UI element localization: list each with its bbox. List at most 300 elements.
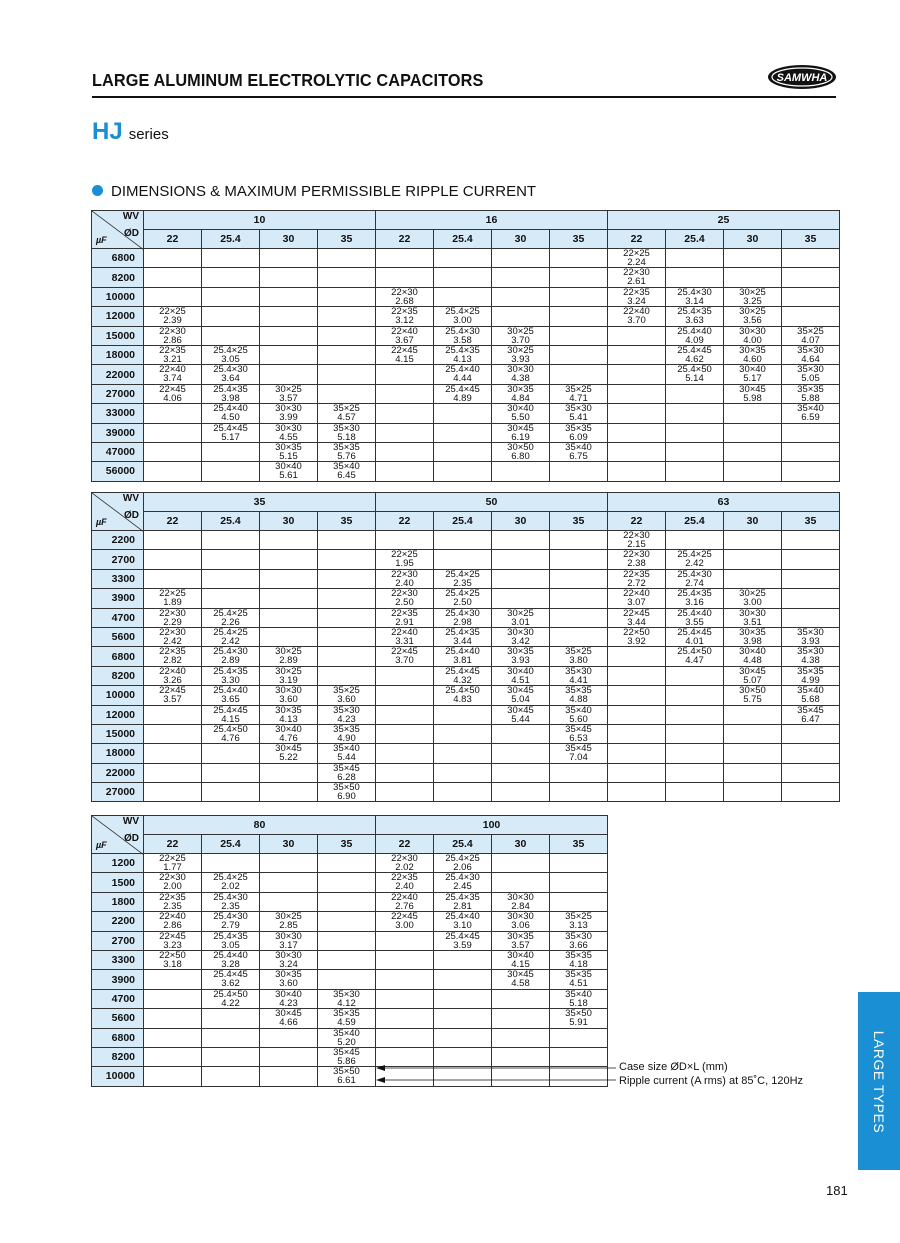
spec-cell bbox=[666, 666, 724, 685]
ripple-current: 2.02 bbox=[395, 862, 414, 873]
spec-cell bbox=[144, 783, 202, 802]
case-size: 25.4×40 bbox=[213, 685, 248, 697]
ripple-current: 4.07 bbox=[801, 334, 820, 346]
spec-cell bbox=[202, 854, 260, 873]
spec-cell bbox=[434, 365, 492, 384]
capacitance-cell: 5600 bbox=[92, 1009, 144, 1028]
spec-cell bbox=[434, 666, 492, 685]
spec-cell bbox=[318, 666, 376, 685]
spec-cell bbox=[550, 724, 608, 743]
spec-table bbox=[91, 210, 840, 482]
case-size: 35×35 bbox=[565, 422, 592, 434]
spec-cell bbox=[260, 326, 318, 345]
spec-cell bbox=[550, 892, 608, 911]
spec-cell bbox=[724, 404, 782, 423]
spec-cell bbox=[724, 442, 782, 461]
spec-cell bbox=[724, 345, 782, 364]
case-size: 25.4×30 bbox=[213, 364, 248, 376]
spec-cell bbox=[434, 531, 492, 550]
spec-cell bbox=[550, 345, 608, 364]
spec-cell bbox=[376, 647, 434, 666]
spec-cell bbox=[434, 287, 492, 306]
spec-cell bbox=[550, 384, 608, 403]
spec-cell bbox=[202, 647, 260, 666]
case-size: 25.4×35 bbox=[677, 588, 712, 600]
ripple-current: 5.18 bbox=[569, 997, 588, 1009]
spec-cell bbox=[608, 345, 666, 364]
spec-cell bbox=[666, 647, 724, 666]
case-size: 30×30 bbox=[507, 364, 534, 376]
case-size: 30×40 bbox=[739, 364, 766, 376]
spec-cell bbox=[144, 686, 202, 705]
case-size: 35×30 bbox=[797, 364, 824, 376]
spec-cell bbox=[434, 404, 492, 423]
case-size: 30×25 bbox=[739, 588, 766, 600]
ripple-current: 4.23 bbox=[337, 713, 356, 725]
ripple-current: 2.50 bbox=[395, 597, 414, 609]
case-size: 25.4×35 bbox=[213, 665, 248, 677]
capacitance-cell: 22000 bbox=[92, 763, 144, 782]
ripple-current: 2.02 bbox=[221, 881, 240, 893]
ripple-current: 5.18 bbox=[337, 431, 356, 443]
case-size: 25.4×40 bbox=[445, 911, 480, 923]
wv-label: WV bbox=[122, 816, 139, 827]
spec-cell bbox=[492, 326, 550, 345]
spec-cell bbox=[144, 892, 202, 911]
case-size: 25.4×30 bbox=[445, 325, 480, 337]
spec-cell bbox=[260, 854, 318, 873]
spec-cell bbox=[434, 873, 492, 892]
spec-cell bbox=[260, 763, 318, 782]
ripple-current: 4.48 bbox=[743, 655, 762, 667]
ripple-current: 5.68 bbox=[801, 694, 820, 706]
ripple-current: 3.44 bbox=[453, 635, 472, 647]
table-row bbox=[92, 783, 840, 802]
ripple-current: 5.98 bbox=[743, 392, 762, 404]
spec-cell bbox=[202, 970, 260, 989]
spec-cell bbox=[376, 326, 434, 345]
side-tab bbox=[858, 992, 900, 1170]
ripple-current: 2.50 bbox=[453, 597, 472, 609]
ripple-current: 6.75 bbox=[569, 450, 588, 462]
case-size: 35×35 bbox=[565, 685, 592, 697]
spec-cell bbox=[202, 404, 260, 423]
spec-cell bbox=[376, 854, 434, 873]
diameter-header: 35 bbox=[318, 230, 376, 249]
ripple-current: 3.24 bbox=[627, 295, 646, 307]
ripple-current: 3.31 bbox=[395, 635, 414, 647]
spec-table bbox=[91, 492, 840, 802]
spec-cell bbox=[666, 531, 724, 550]
spec-cell bbox=[318, 950, 376, 969]
case-size: 30×30 bbox=[739, 607, 766, 619]
spec-cell bbox=[318, 724, 376, 743]
ripple-current: 4.06 bbox=[163, 392, 182, 404]
spec-cell bbox=[724, 365, 782, 384]
spec-cell bbox=[376, 307, 434, 326]
spec-cell bbox=[318, 442, 376, 461]
spec-cell bbox=[202, 686, 260, 705]
ripple-current: 3.14 bbox=[685, 295, 704, 307]
ripple-current: 4.12 bbox=[337, 997, 356, 1009]
case-size: 30×35 bbox=[739, 626, 766, 638]
case-size: 30×35 bbox=[507, 646, 534, 658]
spec-cell bbox=[434, 950, 492, 969]
spec-cell bbox=[376, 589, 434, 608]
spec-table bbox=[91, 815, 608, 1087]
ripple-current: 5.50 bbox=[511, 412, 530, 424]
table-row bbox=[92, 724, 840, 743]
table-row bbox=[92, 307, 840, 326]
spec-cell bbox=[434, 307, 492, 326]
case-size: 35×25 bbox=[565, 383, 592, 395]
ripple-current: 2.85 bbox=[279, 920, 298, 932]
ripple-current: 3.63 bbox=[685, 315, 704, 327]
ripple-current: 5.14 bbox=[685, 373, 704, 385]
case-size: 25.4×40 bbox=[445, 364, 480, 376]
case-size: 25.4×45 bbox=[213, 422, 248, 434]
series-heading bbox=[92, 118, 169, 146]
ripple-current: 4.09 bbox=[685, 334, 704, 346]
spec-cell bbox=[782, 268, 840, 287]
spec-cell bbox=[318, 970, 376, 989]
spec-cell bbox=[202, 249, 260, 268]
capacitance-unit: µF bbox=[96, 840, 107, 850]
spec-cell bbox=[608, 268, 666, 287]
spec-cell bbox=[376, 287, 434, 306]
spec-cell bbox=[318, 627, 376, 646]
spec-cell bbox=[492, 705, 550, 724]
spec-cell bbox=[724, 724, 782, 743]
spec-cell bbox=[144, 950, 202, 969]
case-size: 30×30 bbox=[507, 891, 534, 903]
ripple-current: 4.15 bbox=[221, 713, 240, 725]
ripple-current: 4.89 bbox=[453, 392, 472, 404]
ripple-current: 1.95 bbox=[395, 558, 414, 570]
case-size: 35×30 bbox=[333, 988, 360, 1000]
case-size: 22×25 bbox=[159, 588, 186, 600]
case-size: 30×35 bbox=[739, 344, 766, 356]
ripple-current: 4.47 bbox=[685, 655, 704, 667]
spec-cell bbox=[376, 550, 434, 569]
case-size: 30×40 bbox=[507, 949, 534, 961]
case-size: 25.4×30 bbox=[445, 872, 480, 884]
case-size: 22×35 bbox=[159, 646, 186, 658]
spec-cell bbox=[782, 666, 840, 685]
spec-cell bbox=[144, 326, 202, 345]
case-size: 25.4×45 bbox=[445, 665, 480, 677]
ripple-current: 5.22 bbox=[279, 752, 298, 764]
case-size: 22×30 bbox=[623, 530, 650, 541]
spec-cell bbox=[434, 854, 492, 873]
ripple-current: 4.57 bbox=[337, 412, 356, 424]
table-row bbox=[92, 744, 840, 763]
spec-cell bbox=[376, 989, 434, 1008]
case-size: 22×40 bbox=[623, 588, 650, 600]
spec-cell bbox=[202, 912, 260, 931]
spec-cell bbox=[782, 686, 840, 705]
spec-cell bbox=[608, 365, 666, 384]
spec-cell bbox=[608, 589, 666, 608]
spec-cell bbox=[492, 404, 550, 423]
spec-cell bbox=[724, 550, 782, 569]
ripple-current: 4.51 bbox=[569, 978, 588, 990]
capacitance-cell: 22000 bbox=[92, 365, 144, 384]
wv-label: WV bbox=[122, 211, 139, 222]
spec-cell bbox=[318, 268, 376, 287]
voltage-group-header: 50 bbox=[376, 493, 608, 512]
case-size: 35×35 bbox=[797, 383, 824, 395]
ripple-current: 3.62 bbox=[221, 978, 240, 990]
spec-cell bbox=[550, 950, 608, 969]
ripple-current: 2.74 bbox=[685, 577, 704, 589]
case-size: 30×25 bbox=[507, 607, 534, 619]
spec-cell bbox=[202, 462, 260, 481]
case-size: 22×30 bbox=[623, 267, 650, 279]
spec-cell bbox=[434, 550, 492, 569]
spec-cell bbox=[492, 970, 550, 989]
spec-cell bbox=[318, 931, 376, 950]
side-tab-label: LARGE TYPES bbox=[871, 1030, 887, 1134]
spec-cell bbox=[666, 404, 724, 423]
case-size: 35×25 bbox=[333, 403, 360, 415]
case-size: 25.4×30 bbox=[677, 286, 712, 298]
ripple-current: 2.86 bbox=[163, 920, 182, 932]
diameter-header: 25.4 bbox=[434, 230, 492, 249]
case-size: 35×40 bbox=[333, 1027, 360, 1039]
ripple-current: 5.20 bbox=[337, 1036, 356, 1048]
spec-cell bbox=[782, 326, 840, 345]
spec-cell bbox=[260, 531, 318, 550]
case-size: 35×30 bbox=[797, 344, 824, 356]
spec-cell bbox=[666, 589, 724, 608]
spec-cell bbox=[318, 873, 376, 892]
capacitance-cell: 1800 bbox=[92, 892, 144, 911]
capacitance-cell: 2200 bbox=[92, 531, 144, 550]
spec-cell bbox=[202, 569, 260, 588]
spec-cell bbox=[376, 686, 434, 705]
spec-cell bbox=[782, 442, 840, 461]
spec-cell bbox=[550, 365, 608, 384]
spec-cell bbox=[724, 326, 782, 345]
spec-cell bbox=[318, 423, 376, 442]
ripple-current: 3.93 bbox=[801, 635, 820, 647]
ripple-current: 3.13 bbox=[569, 920, 588, 932]
spec-cell bbox=[260, 873, 318, 892]
spec-cell bbox=[202, 1067, 260, 1086]
spec-cell bbox=[434, 647, 492, 666]
ripple-current: 2.42 bbox=[163, 635, 182, 647]
spec-cell bbox=[434, 384, 492, 403]
case-size: 25.4×30 bbox=[213, 891, 248, 903]
diameter-header: 30 bbox=[260, 230, 318, 249]
case-size: 35×25 bbox=[565, 646, 592, 658]
spec-cell bbox=[492, 647, 550, 666]
spec-cell bbox=[666, 744, 724, 763]
spec-cell bbox=[376, 912, 434, 931]
spec-cell bbox=[260, 608, 318, 627]
table-row bbox=[92, 892, 608, 911]
ripple-current: 6.61 bbox=[337, 1075, 356, 1087]
table-row bbox=[92, 531, 840, 550]
ripple-current: 4.15 bbox=[511, 958, 530, 970]
spec-cell bbox=[724, 287, 782, 306]
spec-cell bbox=[550, 912, 608, 931]
spec-cell bbox=[260, 724, 318, 743]
spec-cell bbox=[550, 970, 608, 989]
diameter-header: 22 bbox=[376, 512, 434, 531]
spec-cell bbox=[376, 705, 434, 724]
table-row bbox=[92, 423, 840, 442]
ripple-current: 4.38 bbox=[801, 655, 820, 667]
case-size: 25.4×45 bbox=[677, 344, 712, 356]
spec-cell bbox=[260, 249, 318, 268]
case-size: 25.4×40 bbox=[677, 325, 712, 337]
spec-cell bbox=[318, 345, 376, 364]
spec-cell bbox=[608, 249, 666, 268]
capacitance-cell: 18000 bbox=[92, 744, 144, 763]
table-row bbox=[92, 1009, 608, 1028]
spec-cell bbox=[376, 1009, 434, 1028]
spec-cell bbox=[608, 744, 666, 763]
spec-cell bbox=[202, 384, 260, 403]
capacitance-unit: µF bbox=[96, 235, 107, 245]
case-size: 25.4×25 bbox=[213, 872, 248, 884]
spec-cell bbox=[260, 989, 318, 1008]
legend-ripple: Ripple current (A rms) at 85˚C, 120Hz bbox=[619, 1075, 804, 1087]
spec-cell bbox=[376, 724, 434, 743]
spec-cell bbox=[144, 287, 202, 306]
ripple-current: 3.93 bbox=[511, 655, 530, 667]
ripple-current: 4.51 bbox=[511, 674, 530, 686]
spec-cell bbox=[260, 627, 318, 646]
spec-cell bbox=[608, 608, 666, 627]
ripple-current: 2.35 bbox=[221, 900, 240, 912]
ripple-current: 2.89 bbox=[279, 655, 298, 667]
case-size: 22×25 bbox=[391, 549, 418, 561]
table-row bbox=[92, 404, 840, 423]
spec-cell bbox=[318, 744, 376, 763]
section-title bbox=[92, 183, 536, 200]
spec-cell bbox=[666, 705, 724, 724]
legend-case-size: Case size ØD×L (mm) bbox=[619, 1061, 728, 1073]
spec-cell bbox=[724, 462, 782, 481]
case-size: 30×25 bbox=[275, 646, 302, 658]
spec-cell bbox=[318, 1047, 376, 1066]
spec-cell bbox=[434, 608, 492, 627]
case-size: 35×45 bbox=[333, 1046, 360, 1058]
case-size: 22×35 bbox=[623, 286, 650, 298]
case-size: 30×30 bbox=[275, 685, 302, 697]
spec-cell bbox=[550, 705, 608, 724]
case-size: 30×45 bbox=[507, 685, 534, 697]
ripple-current: 2.89 bbox=[221, 655, 240, 667]
spec-cell bbox=[202, 627, 260, 646]
ripple-current: 4.62 bbox=[685, 353, 704, 365]
ripple-current: 3.70 bbox=[395, 655, 414, 667]
spec-cell bbox=[492, 686, 550, 705]
ripple-current: 5.88 bbox=[801, 392, 820, 404]
spec-cell bbox=[318, 589, 376, 608]
table-row bbox=[92, 442, 840, 461]
capacitance-cell: 4700 bbox=[92, 989, 144, 1008]
ripple-current: 2.38 bbox=[627, 558, 646, 570]
diameter-header: 30 bbox=[724, 512, 782, 531]
ripple-current: 3.00 bbox=[395, 920, 414, 932]
spec-cell bbox=[202, 950, 260, 969]
ripple-current: 4.18 bbox=[569, 958, 588, 970]
spec-cell bbox=[492, 1028, 550, 1047]
case-size: 22×50 bbox=[623, 626, 650, 638]
legend-arrows bbox=[376, 1058, 616, 1098]
case-size: 35×45 bbox=[333, 762, 360, 774]
capacitance-cell: 10000 bbox=[92, 686, 144, 705]
table-row bbox=[92, 1028, 608, 1047]
capacitance-cell: 3900 bbox=[92, 589, 144, 608]
spec-cell bbox=[492, 1009, 550, 1028]
ripple-current: 4.55 bbox=[279, 431, 298, 443]
case-size: 22×35 bbox=[623, 568, 650, 580]
case-size: 35×40 bbox=[797, 685, 824, 697]
spec-cell bbox=[376, 627, 434, 646]
spec-cell bbox=[608, 647, 666, 666]
ripple-current: 5.15 bbox=[279, 450, 298, 462]
case-size: 35×30 bbox=[333, 422, 360, 434]
case-size: 25.4×45 bbox=[677, 626, 712, 638]
ripple-current: 2.82 bbox=[163, 655, 182, 667]
ripple-current: 4.84 bbox=[511, 392, 530, 404]
diameter-header: 25.4 bbox=[666, 230, 724, 249]
case-size: 22×40 bbox=[159, 911, 186, 923]
table-row bbox=[92, 287, 840, 306]
brand-name: SAMWHA bbox=[776, 72, 828, 84]
ripple-current: 2.61 bbox=[627, 276, 646, 288]
spec-cell bbox=[318, 384, 376, 403]
diameter-header: 22 bbox=[144, 835, 202, 854]
spec-cell bbox=[724, 705, 782, 724]
header-corner bbox=[92, 211, 144, 249]
case-size: 22×45 bbox=[159, 930, 186, 942]
spec-cell bbox=[724, 249, 782, 268]
case-size: 30×40 bbox=[507, 403, 534, 415]
spec-cell bbox=[434, 1028, 492, 1047]
samwha-logo bbox=[766, 62, 838, 92]
spec-cell bbox=[202, 442, 260, 461]
case-size: 22×40 bbox=[159, 364, 186, 376]
spec-cell bbox=[550, 647, 608, 666]
diameter-header: 25.4 bbox=[202, 835, 260, 854]
capacitance-cell: 8200 bbox=[92, 666, 144, 685]
case-size: 30×45 bbox=[507, 969, 534, 981]
spec-cell bbox=[550, 763, 608, 782]
ripple-current: 5.44 bbox=[337, 752, 356, 764]
spec-cell bbox=[782, 783, 840, 802]
spec-cell bbox=[550, 423, 608, 442]
section-title-text: DIMENSIONS & MAXIMUM PERMISSIBLE RIPPLE CURRENT bbox=[111, 183, 537, 200]
series-code: HJ bbox=[92, 118, 123, 145]
spec-cell bbox=[666, 307, 724, 326]
spec-cell bbox=[434, 970, 492, 989]
case-size: 22×30 bbox=[391, 568, 418, 580]
capacitance-cell: 18000 bbox=[92, 345, 144, 364]
ripple-current: 2.86 bbox=[163, 334, 182, 346]
spec-cell bbox=[202, 873, 260, 892]
spec-cell bbox=[202, 589, 260, 608]
ripple-current: 4.60 bbox=[743, 353, 762, 365]
case-size: 30×50 bbox=[507, 441, 534, 453]
spec-cell bbox=[144, 1028, 202, 1047]
case-size: 35×40 bbox=[333, 461, 360, 473]
